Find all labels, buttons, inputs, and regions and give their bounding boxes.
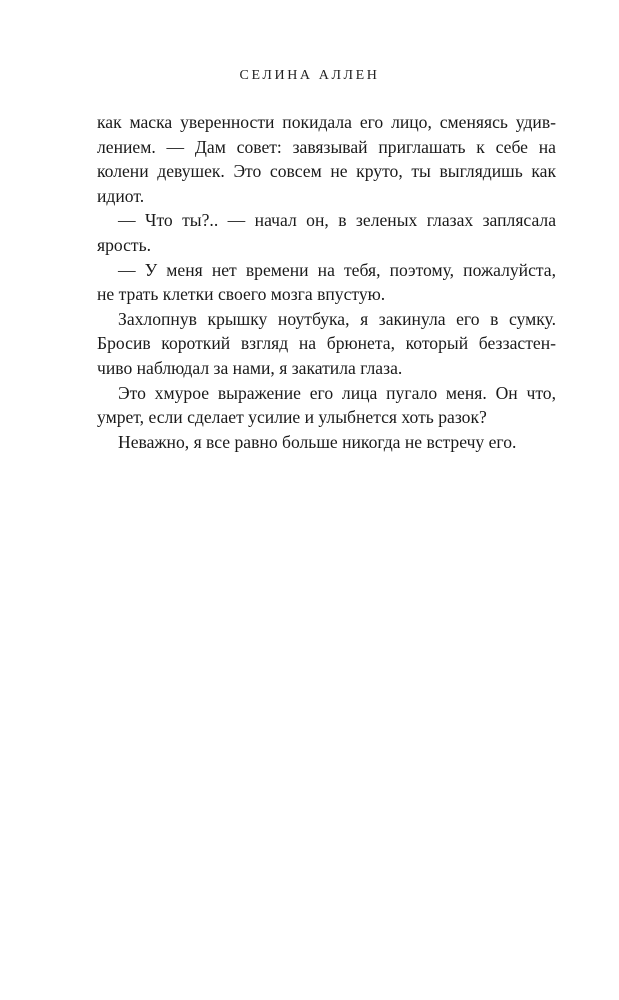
text-line: колени девушек. Это совсем не круто, ты выглядишь как — [97, 161, 556, 182]
text-line: лением. — Дам совет: завязывай приглашать к себе на — [97, 136, 556, 157]
running-head-author: СЕЛИНА АЛЛЕН — [239, 68, 380, 83]
text-line: умрет, если сделает усилие и улыбнется хоть разок? — [97, 407, 487, 428]
text-line: не трать клетки своего мозга впустую. — [97, 284, 386, 305]
body-text — [97, 110, 556, 454]
text-line: — У меня нет времени на тебя, поэтому, пожалуйста, — [118, 259, 556, 280]
text-line: идиот. — [97, 185, 145, 206]
text-line: Неважно, я все равно больше никогда не встречу его. — [118, 431, 517, 452]
text-line: Это хмурое выражение его лица пугало меня. Он что, — [118, 382, 556, 403]
text-line: Захлопнув крышку ноутбука, я закинула его в сумку. — [118, 308, 556, 329]
text-line: Бросив короткий взгляд на брюнета, который беззастен- — [97, 333, 556, 354]
text-line: — Что ты?.. — начал он, в зеленых глазах заплясала — [118, 210, 556, 231]
text-line: как маска уверенности покидала его лицо, сменяясь удив- — [97, 112, 556, 132]
text-line: чиво наблюдал за нами, я закатила глаза. — [97, 357, 403, 378]
text-line: ярость. — [97, 234, 152, 255]
